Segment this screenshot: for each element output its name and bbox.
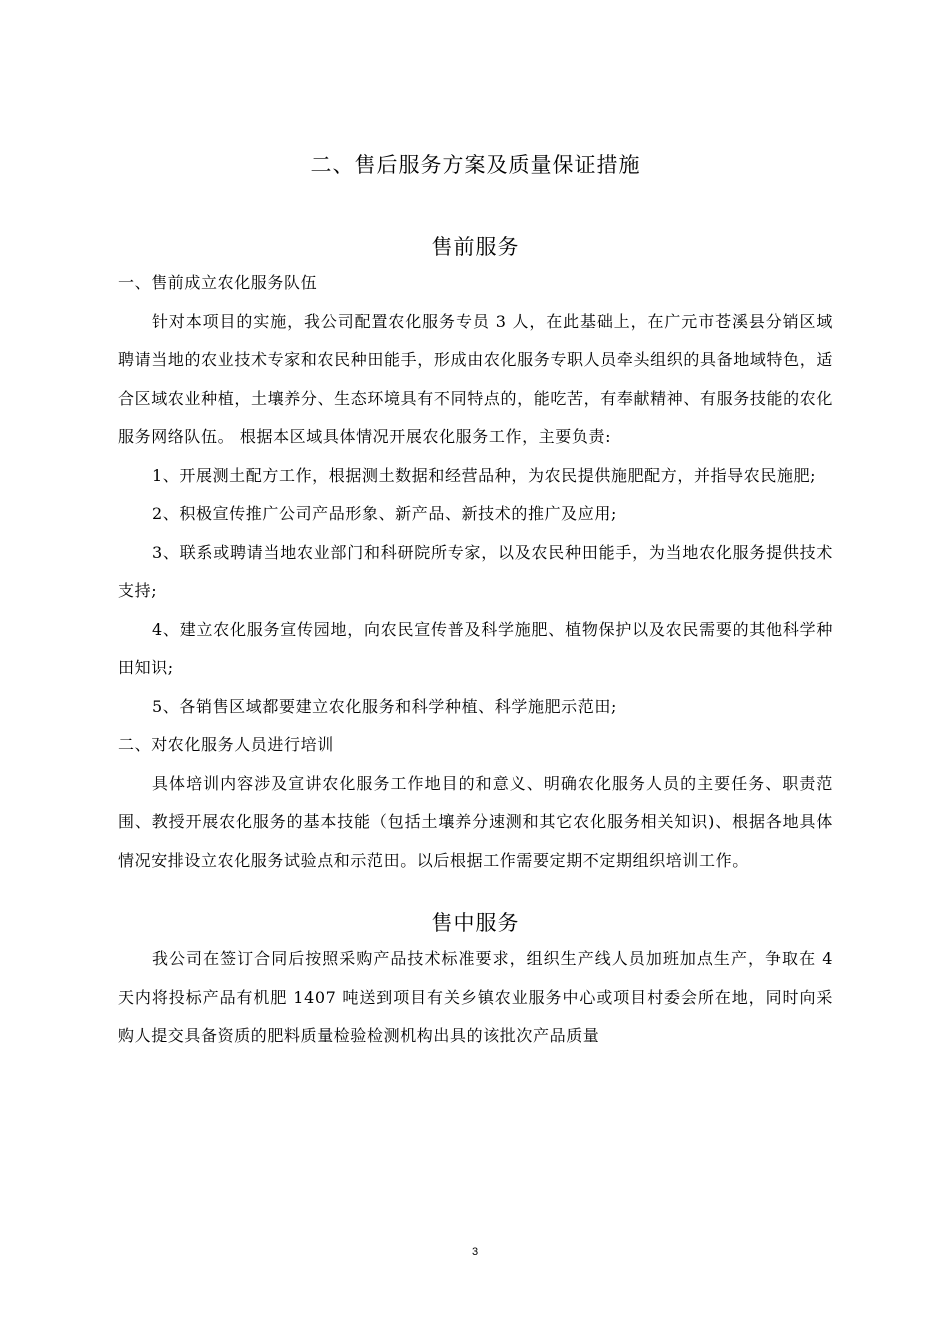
subheading-training: 二、对农化服务人员进行培训 (118, 735, 334, 754)
section-heading-presale: 售前服务 (431, 235, 520, 259)
list-item-5: 5、各销售区域都要建立农化服务和科学种植、科学施肥示范田; (152, 696, 617, 716)
section-heading-in-sale: 售中服务 (431, 911, 520, 935)
list-item-2: 2、积极宣传推广公司产品形象、新产品、新技术的推广及应用; (152, 504, 617, 523)
paragraph-team-description: 针对本项目的实施，我公司配置农化服务专员 3 人，在此基础上，在广元市苍溪县分销区域聘请当地的农业技术专家和农民种田能手，形成由农化服务专职人员牵头组织的具备地域特色，适合区域农业种植，土壤养分、生态环境具有不同特点的，能吃苦，有奉献精神、有服务技能的农化服务网络队伍。 根据本区域具体情况开展农化服务工作，主要负责: (118, 311, 833, 446)
list-item-1: 1、开展测土配方工作，根据测土数据和经营品种，为农民提供施肥配方，并指导农民施肥; (152, 465, 817, 485)
section-presale (118, 230, 833, 880)
main-title: 二、售后服务方案及质量保证措施 (310, 153, 641, 177)
list-item-3: 3、联系或聘请当地农业部门和科研院所专家，以及农民种田能手，为当地农化服务提供技术支持; (118, 542, 833, 600)
paragraph-training-description: 具体培训内容涉及宣讲农化服务工作地目的和意义、明确农化服务人员的主要任务、职责范围、教授开展农化服务的基本技能（包括土壤养分速测和其它农化服务相关知识)、根据各地具体情况安排设立农化服务试验点和示范田。以后根据工作需要定期不定期组织培训工作。 (118, 773, 833, 870)
section-in-sale (118, 906, 833, 1056)
page-number: 3 (471, 1246, 479, 1258)
subheading-team: 一、售前成立农化服务队伍 (118, 273, 318, 292)
paragraph-in-sale-description: 我公司在签订合同后按照采购产品技术标准要求，组织生产线人员加班加点生产，争取在 4 天内将投标产品有机肥 1407 吨送到项目有关乡镇农业服务中心或项目村委会所在地，同时向采购人提交具备资质的肥料质量检验检测机构出具的该批次产品质量 (118, 949, 833, 1045)
page-content (118, 148, 833, 1056)
list-item-4: 4、建立农化服务宣传园地，向农民宣传普及科学施肥、植物保护以及农民需要的其他科学种田知识; (118, 619, 833, 677)
